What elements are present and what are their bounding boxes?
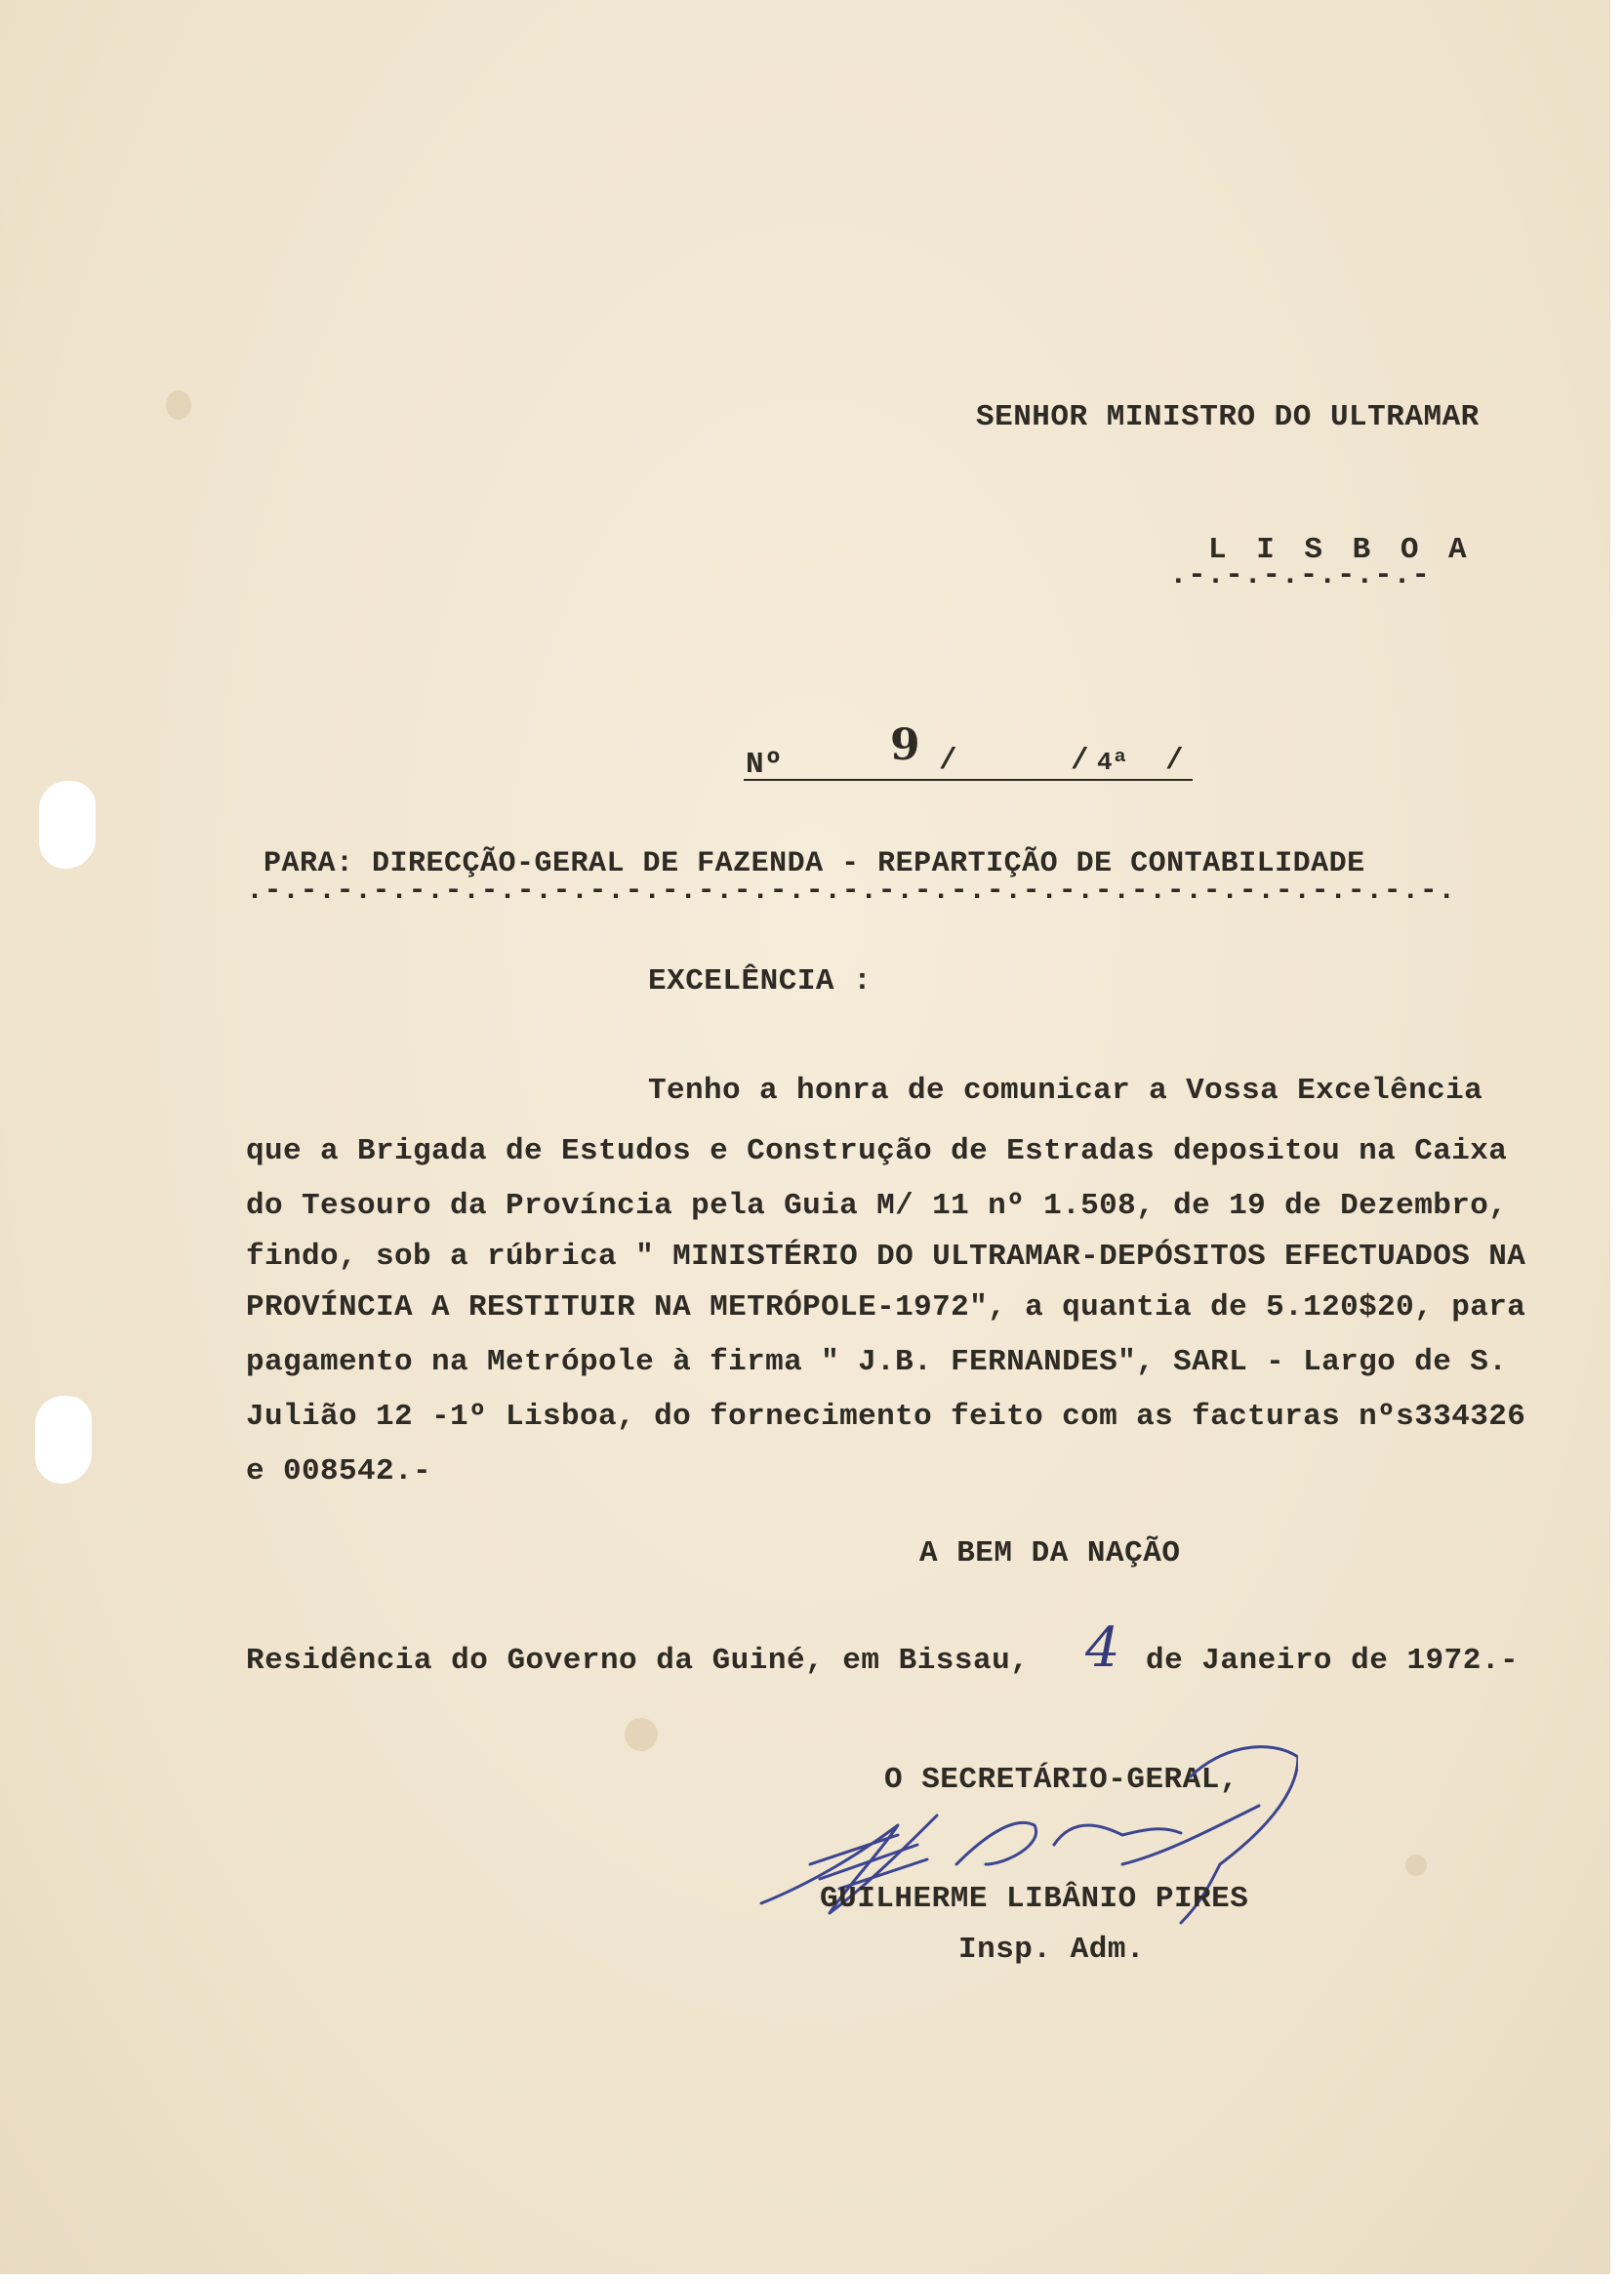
reference-number <box>744 720 1193 781</box>
signatory-name: GUILHERME LIBÂNIO PIRES <box>820 1882 1249 1916</box>
punch-hole-bottom <box>35 1396 92 1484</box>
paper-stain <box>1405 1855 1427 1876</box>
addressee-city-rule: .-.-.-.-.-.-.- <box>1169 558 1431 592</box>
destination-rule: .-.-.-.-.-.-.-.-.-.-.-.-.-.-.-.-.-.-.-.-.-.-.-.-.-.-.-.-.-.-.-.-.-. <box>246 875 1456 908</box>
body-line: PROVÍNCIA A RESTITUIR NA METRÓPOLE-1972", a quantia de 5.120$20, para <box>246 1290 1526 1325</box>
body-line: findo, sob a rúbrica " MINISTÉRIO DO ULTRAMAR-DEPÓSITOS EFECTUADOS NA <box>246 1240 1526 1274</box>
salutation: EXCELÊNCIA : <box>648 964 873 999</box>
reference-section: 4ª <box>1097 748 1129 777</box>
date-line-suffix: de Janeiro de 1972.- <box>1146 1644 1520 1678</box>
body-line: e 008542.- <box>246 1454 432 1489</box>
closing-formula: A BEM DA NAÇÃO <box>919 1536 1181 1570</box>
destination-line: PARA: DIRECÇÃO-GERAL DE FAZENDA - REPARTIÇÃO DE CONTABILIDADE <box>264 847 1365 880</box>
punch-hole-top <box>39 781 96 869</box>
body-line: pagamento na Metrópole à firma " J.B. FERNANDES", SARL - Largo de S. <box>246 1345 1508 1379</box>
addressee-city: L I S B O A <box>1208 533 1473 567</box>
reference-prefix: Nº <box>746 748 784 782</box>
page-edge-right <box>1610 0 1624 2284</box>
signatory-title: O SECRETÁRIO-GERAL, <box>884 1763 1238 1797</box>
reference-sep: / <box>1071 744 1090 778</box>
reference-sep: / <box>939 744 958 778</box>
paper-stain <box>625 1718 658 1751</box>
reference-number-value: 9 <box>890 720 921 770</box>
reference-sep: / <box>1165 744 1185 778</box>
addressee-line: SENHOR MINISTRO DO ULTRAMAR <box>976 400 1480 434</box>
body-line: do Tesouro da Província pela Guia M/ 11 nº 1.508, de 19 de Dezembro, <box>246 1189 1508 1223</box>
body-line: Tenho a honra de comunicar a Vossa Excelência <box>648 1074 1483 1108</box>
body-line: que a Brigada de Estudos e Construção de Estradas depositou na Caixa <box>246 1134 1508 1168</box>
signatory-rank: Insp. Adm. <box>958 1933 1146 1967</box>
paper-stain <box>166 390 191 420</box>
page-edge-bottom <box>0 2274 1624 2284</box>
date-day-handwritten: 4 <box>1085 1616 1121 1680</box>
date-line-prefix: Residência do Governo da Guiné, em Bissau, <box>246 1644 1030 1678</box>
body-line: Julião 12 -1º Lisboa, do fornecimento feito com as facturas nºs334326 <box>246 1400 1526 1434</box>
handwritten-signature <box>751 1718 1298 1952</box>
